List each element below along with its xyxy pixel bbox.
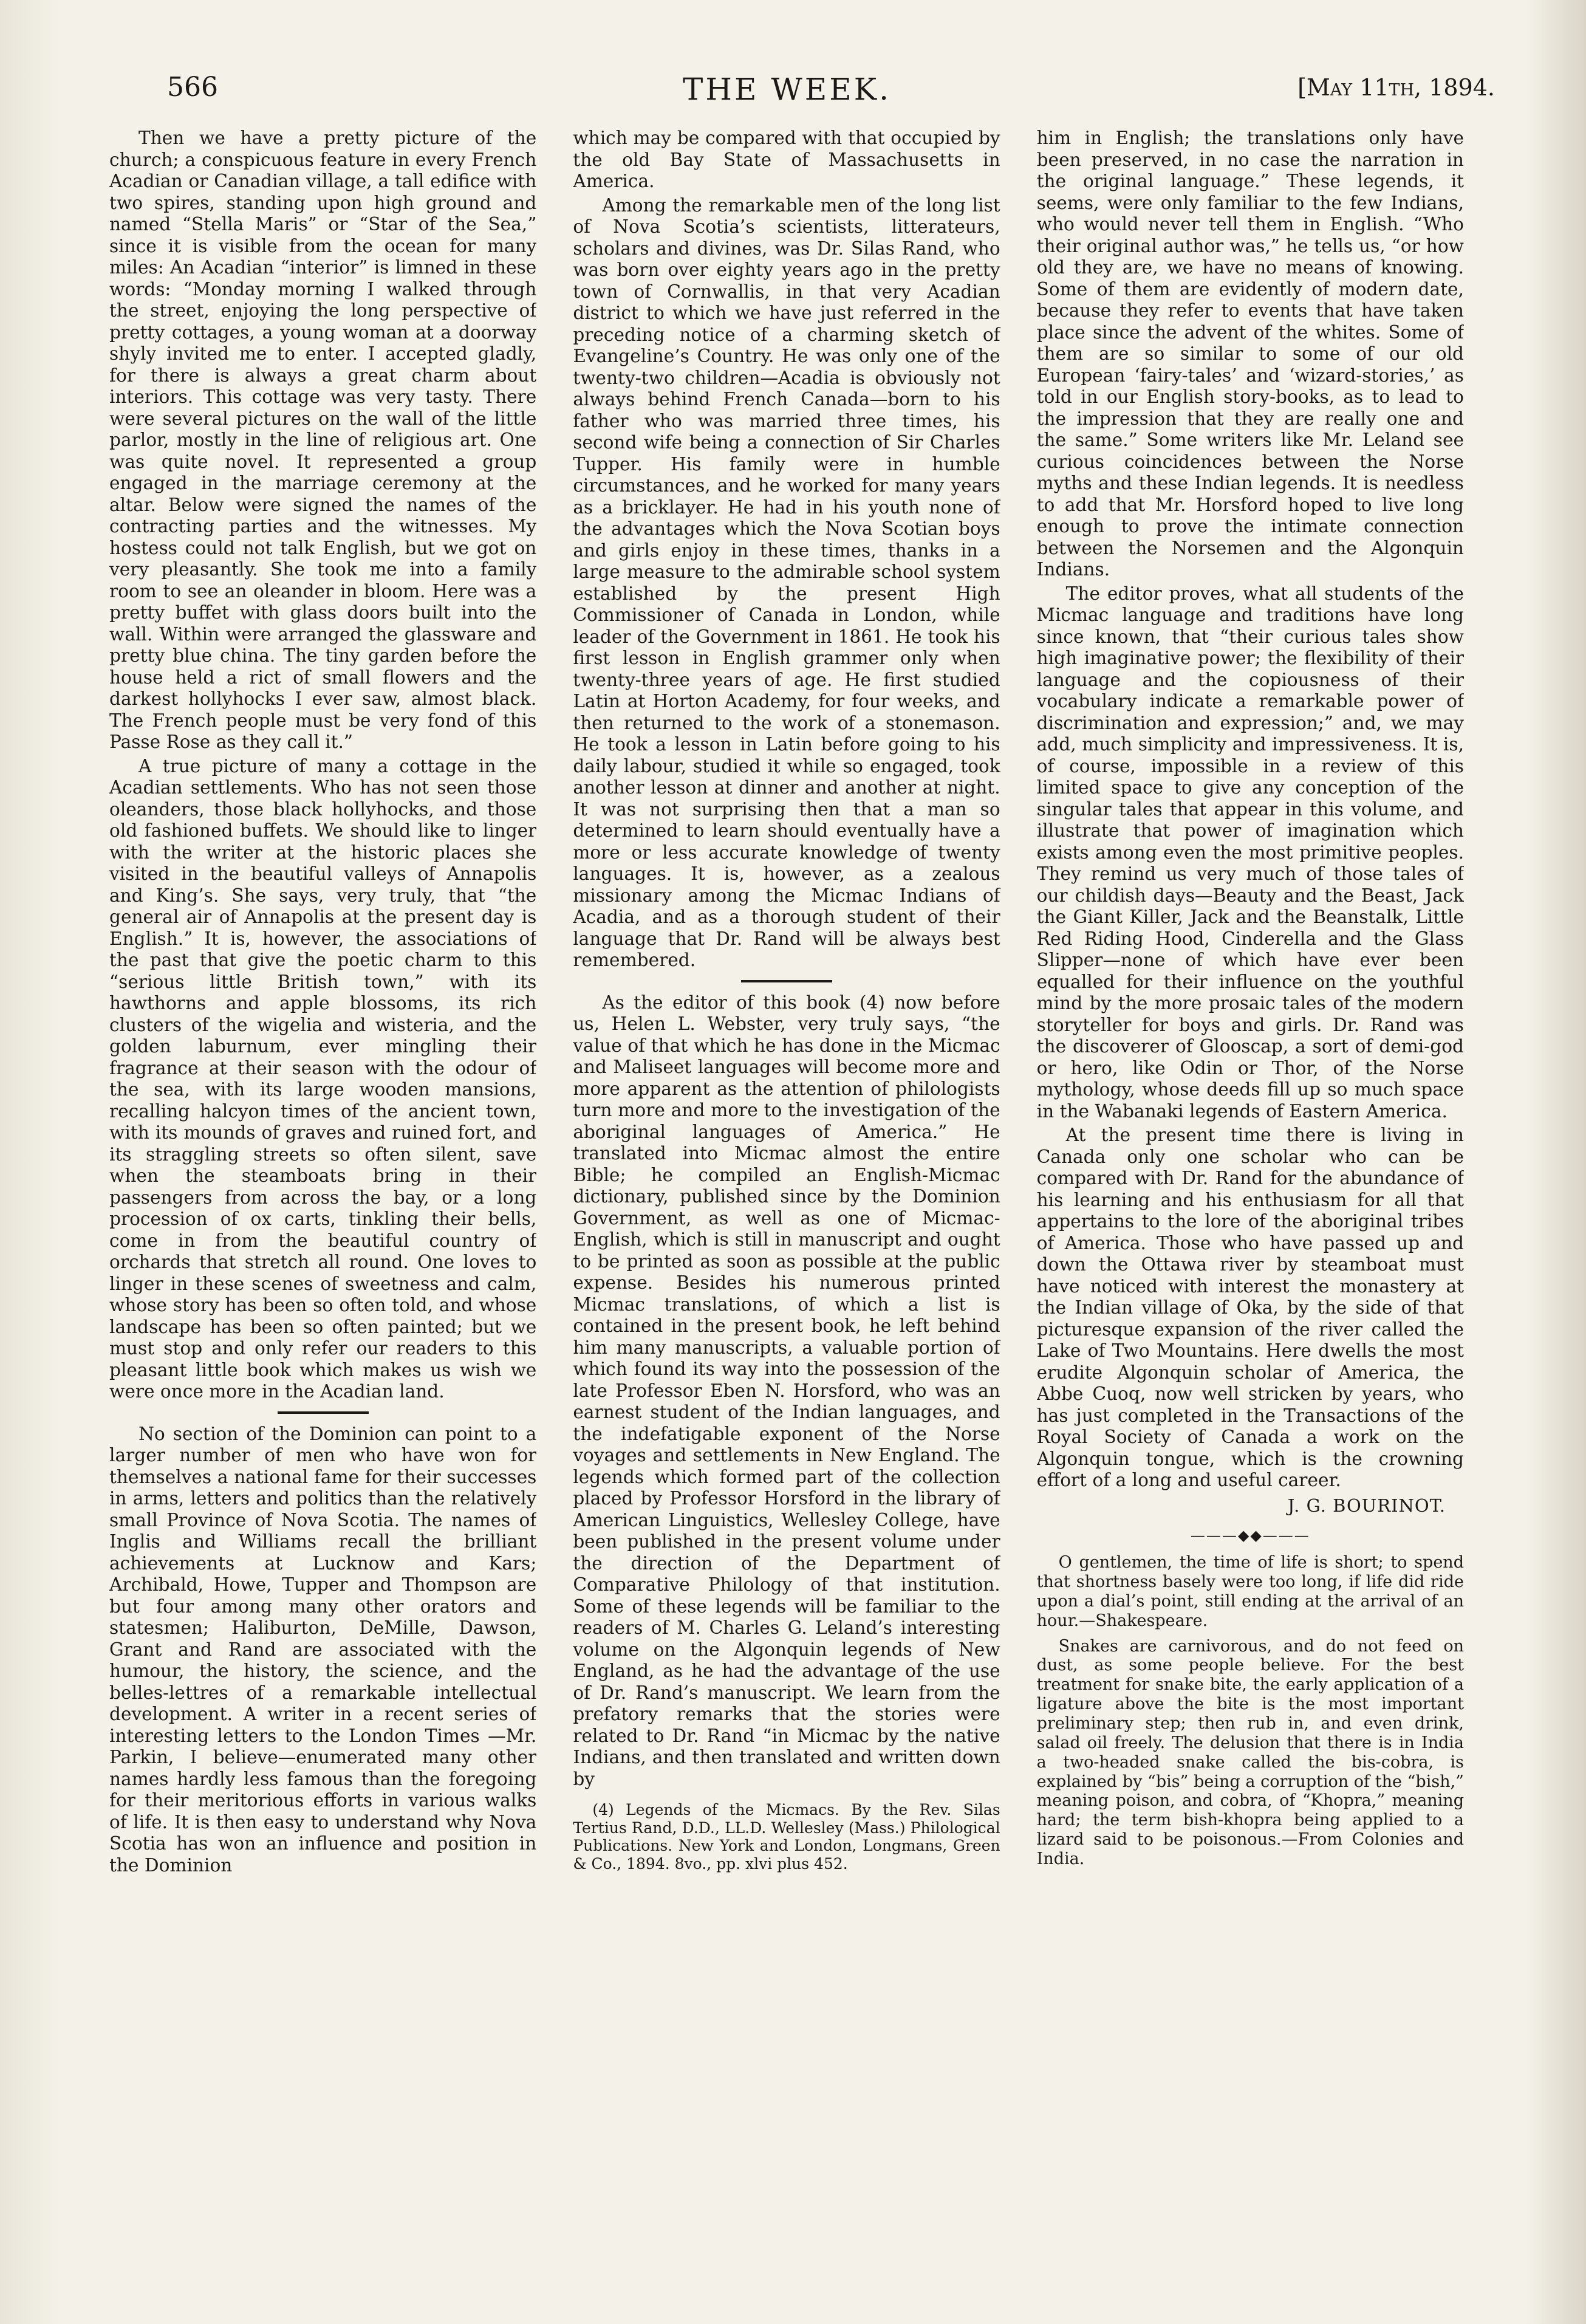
text-columns	[109, 128, 1464, 2291]
quote-paragraph: O gentlemen, the time of life is short; to spend that shortness basely were too long, if life did ride upon a dial’s point, still ending at the arrival of an hour.—Shakespeare.	[1036, 1553, 1464, 1630]
page-edge-left	[0, 0, 61, 2324]
author-signature: J. G. BOURINOT.	[1287, 1495, 1446, 1516]
paragraph: Among the remarkable men of the long list of Nova Scotia’s scientists, litterateurs, scholars and divines, was Dr. Silas Rand, who was born over eighty years ago in the pretty town of Cornwallis, in that very Acadian district to which we have just referred in the preceding notice of a charming sketch of Evangeline’s Country. He was only one of the twenty-two children—Acadia is obviously not always behind French Canada—born to his father who was married three times, his second wife being a connection of Sir Charles Tupper. His family were in humble circumstances, and he worked for many years as a bricklayer. He had in his youth none of the advantages which the Nova Scotian boys and girls enjoy in these times, thanks in a large measure to the admirable school system established by the present High Commissioner of Canada in London, while leader of the Government in 1861. He took his first lesson in English grammer only when twenty-three years of age. He first studied Latin at Horton Academy, for four weeks, and then returned to the work of a stonemason. He took a lesson in Latin before going to his daily labour, studied it while so engaged, took another lesson at dinner and another at night. It was not surprising then that a man so determined to learn should eventually have a more or less accurate knowledge of twenty languages. It is, however, as a zealous missionary among the Micmac Indians of Acadia, and as a thorough student of their language that Dr. Rand will be always best remembered.	[573, 194, 1000, 970]
publication-title: THE WEEK.	[683, 72, 891, 107]
quotes-section	[1037, 1553, 1464, 1869]
paragraph: At the present time there is living in Canada only one scholar who can be compared with Dr. Rand for the abundance of his learning and his enthusiasm for all that appertains to the lore of the aboriginal tribes of America. Those who have passed up and down the Ottawa river by steamboat must have noticed with interest the monastery at the Indian village of Oka, by the side of that picturesque expansion of the river called the Lake of Two Mountains. Here dwells the most erudite Algonquin scholar of America, the Abbe Cuoq, now well stricken by years, who has just completed in the Transactions of the Royal Society of Canada a work on the Algonquin tongue, which is the crowning effort of a long and useful career.	[1036, 1125, 1464, 1490]
issue-date: [May 11th, 1894.	[1297, 74, 1495, 101]
footnote-text: (4) Legends of the Micmacs. By the Rev. Silas Tertius Rand, D.D., LL.D. Wellesley (Mass.) Philological Publications. New York and London, Longmans, Green & Co., 1894. 8vo., pp. xlvi plus 452.	[573, 1801, 1000, 1873]
paragraph: No section of the Dominion can point to a larger number of men who have won for themselves a national fame for their successes in arms, letters and politics than the relatively small Province of Nova Scotia. The names of Inglis and Williams recall the brilliant achievements at Lucknow and Kars; Archibald, Howe, Tupper and Thompson are but four among many other orators and statesmen; Haliburton, DeMille, Dawson, Grant and Rand are associated with the humour, the history, the science, and the belles-lettres of a remarkable intellectual development. A writer in a recent series of interesting letters to the London Times —Mr. Parkin, I believe—enumerated many other names hardly less famous than the foregoing for their meritorious efforts in various walks of life. It is then easy to understand why Nova Scotia has won an influence and position in the Dominion	[109, 1423, 537, 1876]
paragraph: him in English; the translations only have been preserved, in no case the narration in the original language.” These legends, it seems, were only familiar to the few Indians, who would never tell them in English. “Who their original author was,” he tells us, “or how old they are, we have no means of knowing. Some of them are evidently of modern date, because they refer to events that have taken place since the advent of the whites. Some of them are so similar to some of our old European ‘fairy-tales’ and ‘wizard-stories,’ as told in our English story-books, as to lead to the impression that they are really one and the same.” Some writers like Mr. Leland see curious coincidences between the Norse myths and these Indian legends. It is needless to add that Mr. Horsford hoped to live long enough to prove the intimate connection between the Norsemen and the Algonquin Indians.	[1036, 128, 1464, 580]
paragraph: Then we have a pretty picture of the church; a conspicuous feature in every French Acadian or Canadian village, a tall edifice with two spires, standing upon high ground and named “Stella Maris” or “Star of the Sea,” since it is visible from the ocean for many miles: An Acadian “interior” is limned in these words: “Monday morning I walked through the street, enjoying the long perspective of pretty cottages, a young woman at a doorway shyly invited me to enter. I accepted gladly, for there is always a great charm about interiors. This cottage was very tasty. There were several pictures on the wall of the little parlor, mostly in the line of religious art. One was quite novel. It represented a group engaged in the marriage ceremony at the altar. Below were signed the names of the contracting parties and the witnesses. My hostess could not talk English, but we got on very pleasantly. She took me into a family room to see an oleander in bloom. Here was a pretty buffet with glass doors built into the wall. Within were arranged the glassware and pretty blue china. The tiny garden before the house held a rict of small flowers and the darkest hollyhocks I ever saw, almost black. The French people must be very fond of this Passe Rose as they call it.”	[109, 128, 537, 752]
section-divider	[278, 1411, 369, 1414]
page-header	[79, 72, 1495, 114]
paragraph: The editor proves, what all students of the Micmac language and traditions have long since known, that “their curious tales show high imaginative power; the flexibility of their language and the copiousness of their vocabulary indicate a remarkable power of discrimination and expression;” and, we may add, much simplicity and impressiveness. It is, of course, impossible in a review of this limited space to give any conception of the singular tales that appear in this volume, and illustrate that power of imagination which exists among even the most primitive peoples. They remind us very much of those tales of our childish days—Beauty and the Beast, Jack the Giant Killer, Jack and the Beanstalk, Little Red Riding Hood, Cinderella and the Glass Slipper—none of which have ever been equalled for their influence on the youthful mind by the more prosaic tales of the modern storyteller for boys and girls. Dr. Rand was the discoverer of Glooscap, a sort of demi-god or hero, like Odin or Thor, of the Norse mythology, whose deeds fill up so much space in the Wabanaki legends of Eastern America.	[1036, 583, 1464, 1122]
column-3	[1037, 128, 1464, 2291]
paragraph: which may be compared with that occupied by the old Bay State of Massachusetts in America.	[573, 128, 1000, 191]
section-divider	[741, 980, 832, 982]
footnote	[573, 1801, 1000, 1873]
paragraph: A true picture of many a cottage in the Acadian settlements. Who has not seen those oleanders, those black hollyhocks, and those old fashioned buffets. We should like to linger with the writer at the historic places she visited in the beautiful valleys of Annapolis and King’s. She says, very truly, that “the general air of Annapolis at the present day is English.” It is, however, the associations of the past that give the poetic charm to this “serious little British town,” with its hawthorns and apple blossoms, its rich clusters of the wigelia and wisteria, and the golden laburnum, ever mingling their fragrance at their season with the odour of the sea, with its large wooden mansions, recalling halcyon times of the ancient town, with its mounds of graves and ruined fort, and its straggling streets so often silent, save when the steamboats bring in their passengers from across the bay, or a long procession of ox carts, tinkling their bells, come in from the beautiful country of orchards that stretch all round. One loves to linger in these scenes of sweetness and calm, whose story has been so often told, and whose landscape has been so often painted; but we must stop and only refer our readers to this pleasant little book which makes us wish we were once more in the Acadian land.	[109, 755, 537, 1402]
page-edge-right	[1525, 0, 1586, 2324]
page-number: 566	[167, 72, 218, 103]
quote-paragraph: Snakes are carnivorous, and do not feed on dust, as some people believe. For the best treatment for snake bite, the early application of a ligature above the bite is the most important preliminary step; then rub in, and even drink, salad oil freely. The delusion that there is in India a two-headed snake called the bis-cobra, is explained by “bis” being a corruption of the “bish,” meaning poison, and cobra, of “Khopra,” meaning hard; the term bish-khopra being applied to a lizard said to be poisonous.—From Colonies and India.	[1036, 1636, 1464, 1868]
ornament-divider: ———◆◆———	[1190, 1527, 1310, 1544]
column-2	[573, 128, 1000, 2291]
paragraph: As the editor of this book (4) now before us, Helen L. Webster, very truly says, “the value of that which he has done in the Micmac and Maliseet languages will become more and more apparent as the attention of philologists turn more and more to the investigation of the aboriginal languages of America.” He translated into Micmac almost the entire Bible; he compiled an English-Micmac dictionary, published since by the Dominion Government, as well as one of Micmac-English, which is still in manuscript and ought to be printed as soon as possible at the public expense. Besides his numerous printed Micmac translations, of which a list is contained in the present book, he left behind him many manuscripts, a valuable portion of which found its way into the possession of the late Professor Eben N. Horsford, who was an earnest student of the Indian languages, and the indefatigable exponent of the Norse voyages and settlements in New England. The legends which formed part of the collection placed by Professor Horsford in the library of American Linguistics, Wellesley College, have been published in the present volume under the direction of the Department of Comparative Philology of that institution. Some of these legends will be familiar to the readers of M. Charles G. Leland’s interesting volume on the Algonquin legends of New England, as he had the advantage of the use of Dr. Rand’s manuscript. We learn from the prefatory remarks that the stories were related to Dr. Rand “in Micmac by the native Indians, and then translated and written down by	[573, 992, 1000, 1789]
column-1	[109, 128, 536, 2291]
